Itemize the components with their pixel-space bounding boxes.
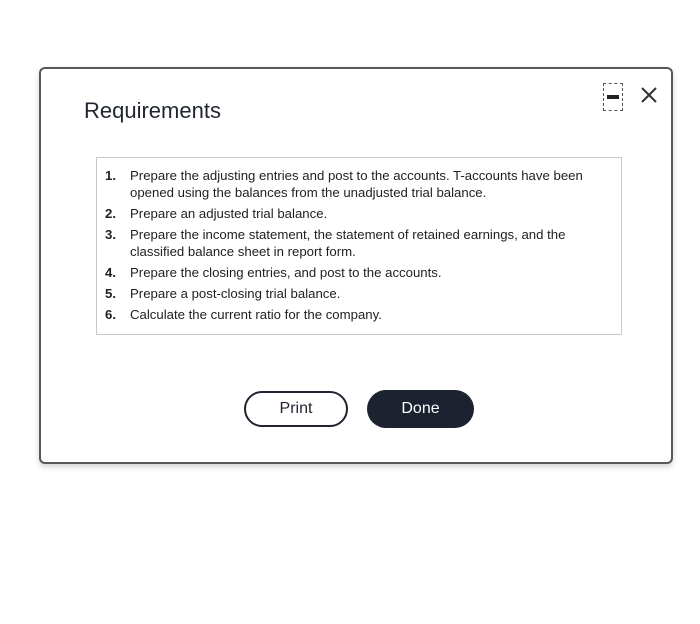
list-item [105,264,615,281]
requirements-box [96,157,622,335]
list-item-number: 5. [105,286,116,301]
close-button[interactable] [637,83,661,107]
dialog-title: Requirements [84,98,221,123]
list-item-text: Prepare the closing entries, and post to the accounts. [130,265,442,280]
list-item-text: Prepare a post-closing trial balance. [130,286,341,301]
list-item-number: 3. [105,227,116,242]
list-item-number: 4. [105,265,116,280]
list-item-number: 6. [105,307,116,322]
list-item-text: Calculate the current ratio for the company. [130,307,382,322]
list-item [105,306,615,323]
list-item-text: Prepare the adjusting entries and post to the accounts. T-accounts have been opened using the balances from the unadjusted trial balance. [130,168,583,200]
done-button[interactable]: Done [367,390,474,428]
close-icon [637,83,661,107]
list-item [105,285,615,302]
minimize-icon [607,95,619,99]
list-item-number: 1. [105,168,116,183]
requirements-dialog [39,67,673,464]
list-item [105,226,615,260]
print-button[interactable]: Print [244,391,348,427]
minimize-button[interactable] [603,83,623,111]
list-item-number: 2. [105,206,116,221]
requirements-list [105,167,615,327]
list-item [105,167,615,201]
list-item-text: Prepare an adjusted trial balance. [130,206,328,221]
list-item [105,205,615,222]
list-item-text: Prepare the income statement, the statement of retained earnings, and the classified balance sheet in report form. [130,227,566,259]
